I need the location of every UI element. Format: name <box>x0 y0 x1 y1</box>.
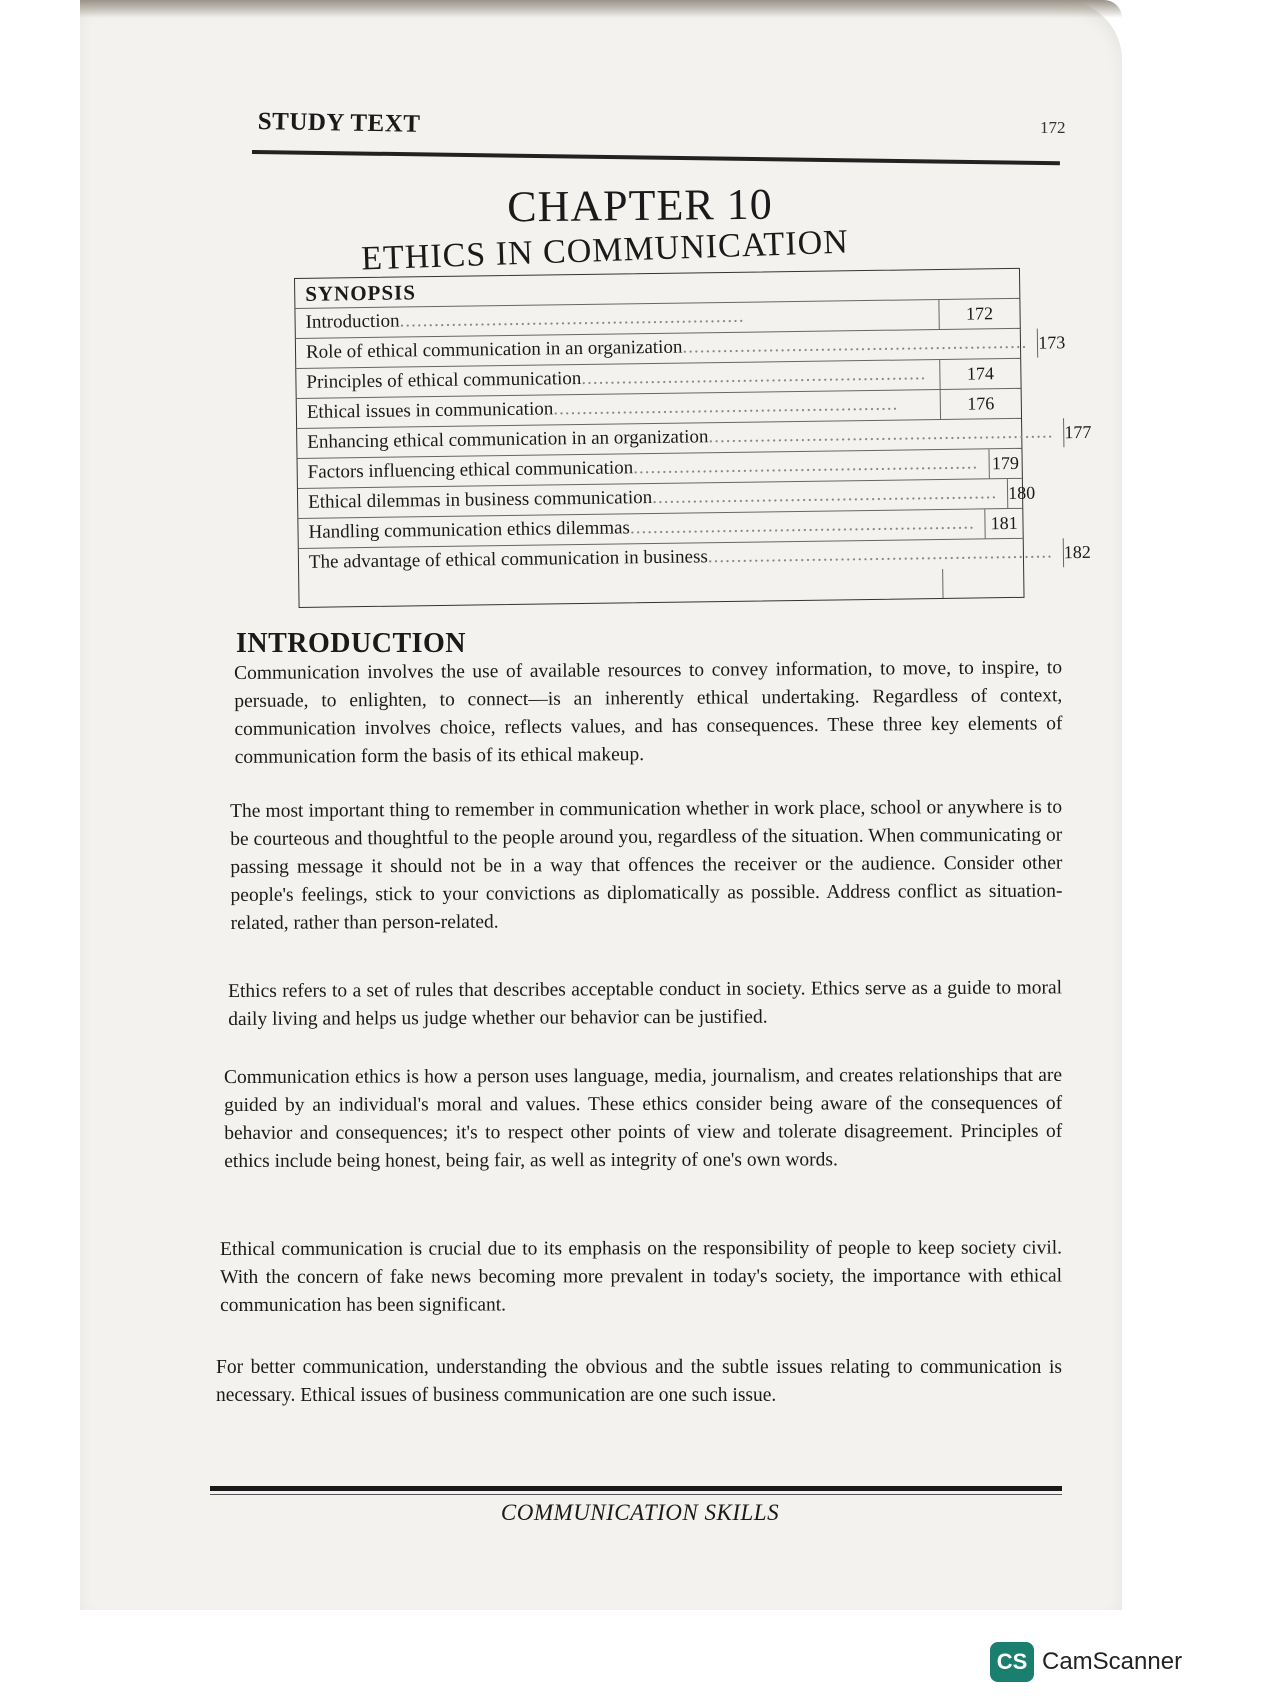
synopsis-entry-text: Role of ethical communication in an organization <box>305 336 683 363</box>
synopsis-entry-page: 182 <box>1063 541 1091 563</box>
synopsis-leader-dots: ............................................................ <box>708 421 1054 448</box>
synopsis-entry-page: 177 <box>1064 421 1092 443</box>
synopsis-entry-page: 173 <box>1038 332 1066 353</box>
introduction-heading: INTRODUCTION <box>236 628 467 659</box>
synopsis-entry-text: Principles of ethical communication <box>306 367 582 393</box>
synopsis-entry-text: Ethical issues in communication <box>306 398 554 423</box>
footer-rule <box>210 1486 1062 1491</box>
synopsis-entry-page: 181 <box>990 512 1018 534</box>
intro-paragraph-5: Ethical communication is crucial due to its emphasis on the responsibility of people to keep society civil. With the concern of fake news becoming more prevalent in today's society, the importance with ethical communication has been significant. <box>220 1237 1063 1316</box>
chapter-number: CHAPTER 10 <box>507 179 773 232</box>
intro-paragraph-3: Ethics refers to a set of rules that describes acceptable conduct in society. Ethics serve as a guide to moral daily living and helps us judge whether our behavior can be justified. <box>228 977 1063 1030</box>
synopsis-entry-text: Ethical dilemmas in business communication <box>307 487 653 513</box>
camscanner-watermark <box>990 1642 1182 1682</box>
synopsis-entry-text: Handling communication ethics dilemmas <box>308 517 631 543</box>
synopsis-leader-dots: ............................................................ <box>682 331 1028 358</box>
synopsis-leader-dots: ............................................................ <box>581 363 927 389</box>
camscanner-logo-icon: CS <box>990 1642 1034 1682</box>
synopsis-entry-page: 176 <box>967 393 995 414</box>
synopsis-entry-text: Factors influencing ethical communication <box>307 457 634 483</box>
intro-paragraph-2: The most important thing to remember in communication whether in work place, school or anywhere is to be courteous and thoughtful to the people around you, regardless of the situation. When communicating or passing message it should not be in a way that offences the receiver or the audience. Consider other people's feelings, stick to your convictions as diplomatically as possible. Address conflict as situation-related, rather than person-related. <box>230 796 1063 934</box>
synopsis-entry-page: 174 <box>966 363 995 384</box>
footer-rule-thin <box>210 1494 1062 1495</box>
synopsis-table <box>294 268 1092 608</box>
synopsis-empty-page-cell <box>943 568 1023 598</box>
synopsis-leader-dots: ............................................................ <box>652 482 998 509</box>
intro-paragraph-1: Communication involves the use of available resources to convey information, to move, to inspire, to persuade, to enlighten, to connect—is an inherently ethical undertaking. Regardless of context, communication involves choice, reflects values, and has consequences. These three key elements of communication form the basis of its ethical makeup. <box>234 657 1063 768</box>
synopsis-leader-dots: ............................................................ <box>629 512 975 539</box>
synopsis-entry-page: 172 <box>965 303 994 324</box>
synopsis-entry-page: 179 <box>991 452 1020 474</box>
synopsis-leader-dots: ............................................................ <box>707 541 1053 568</box>
synopsis-entry-text: Introduction <box>305 310 400 333</box>
synopsis-entry-page: 180 <box>1007 482 1036 504</box>
synopsis-leader-dots: ............................................................ <box>633 452 979 479</box>
synopsis-leader-dots: ............................................................ <box>399 305 745 332</box>
synopsis-entry-text: Enhancing ethical communication in an organization <box>307 426 709 453</box>
intro-paragraph-4: Communication ethics is how a person uses language, media, journalism, and creates relationships that are guided by an individual's moral and values. These ethics consider being aware of the consequences of behavior and consequences; it's to respect other points of view and tolerate disagreement. Principles of ethics include being honest, being fair, as well as integrity of one's own words. <box>224 1064 1063 1172</box>
page-top-shadow <box>80 0 1122 18</box>
intro-paragraph-6: For better communication, understanding the obvious and the subtle issues relating to communication is necessary. Ethical issues of business communication are one such issue. <box>216 1357 1062 1406</box>
running-head: STUDY TEXT <box>257 108 421 138</box>
camscanner-name: CamScanner <box>1042 1648 1183 1675</box>
footer-text: COMMUNICATION SKILLS <box>500 1500 780 1525</box>
synopsis-entry-text: The advantage of ethical communication in business <box>308 546 708 573</box>
chapter-title: ETHICS IN COMMUNICATION <box>360 223 850 278</box>
synopsis-title: SYNOPSIS <box>305 280 417 306</box>
synopsis-leader-dots: ............................................................ <box>553 393 899 420</box>
page-number: 172 <box>1040 118 1066 137</box>
synopsis-entries <box>295 299 1092 578</box>
